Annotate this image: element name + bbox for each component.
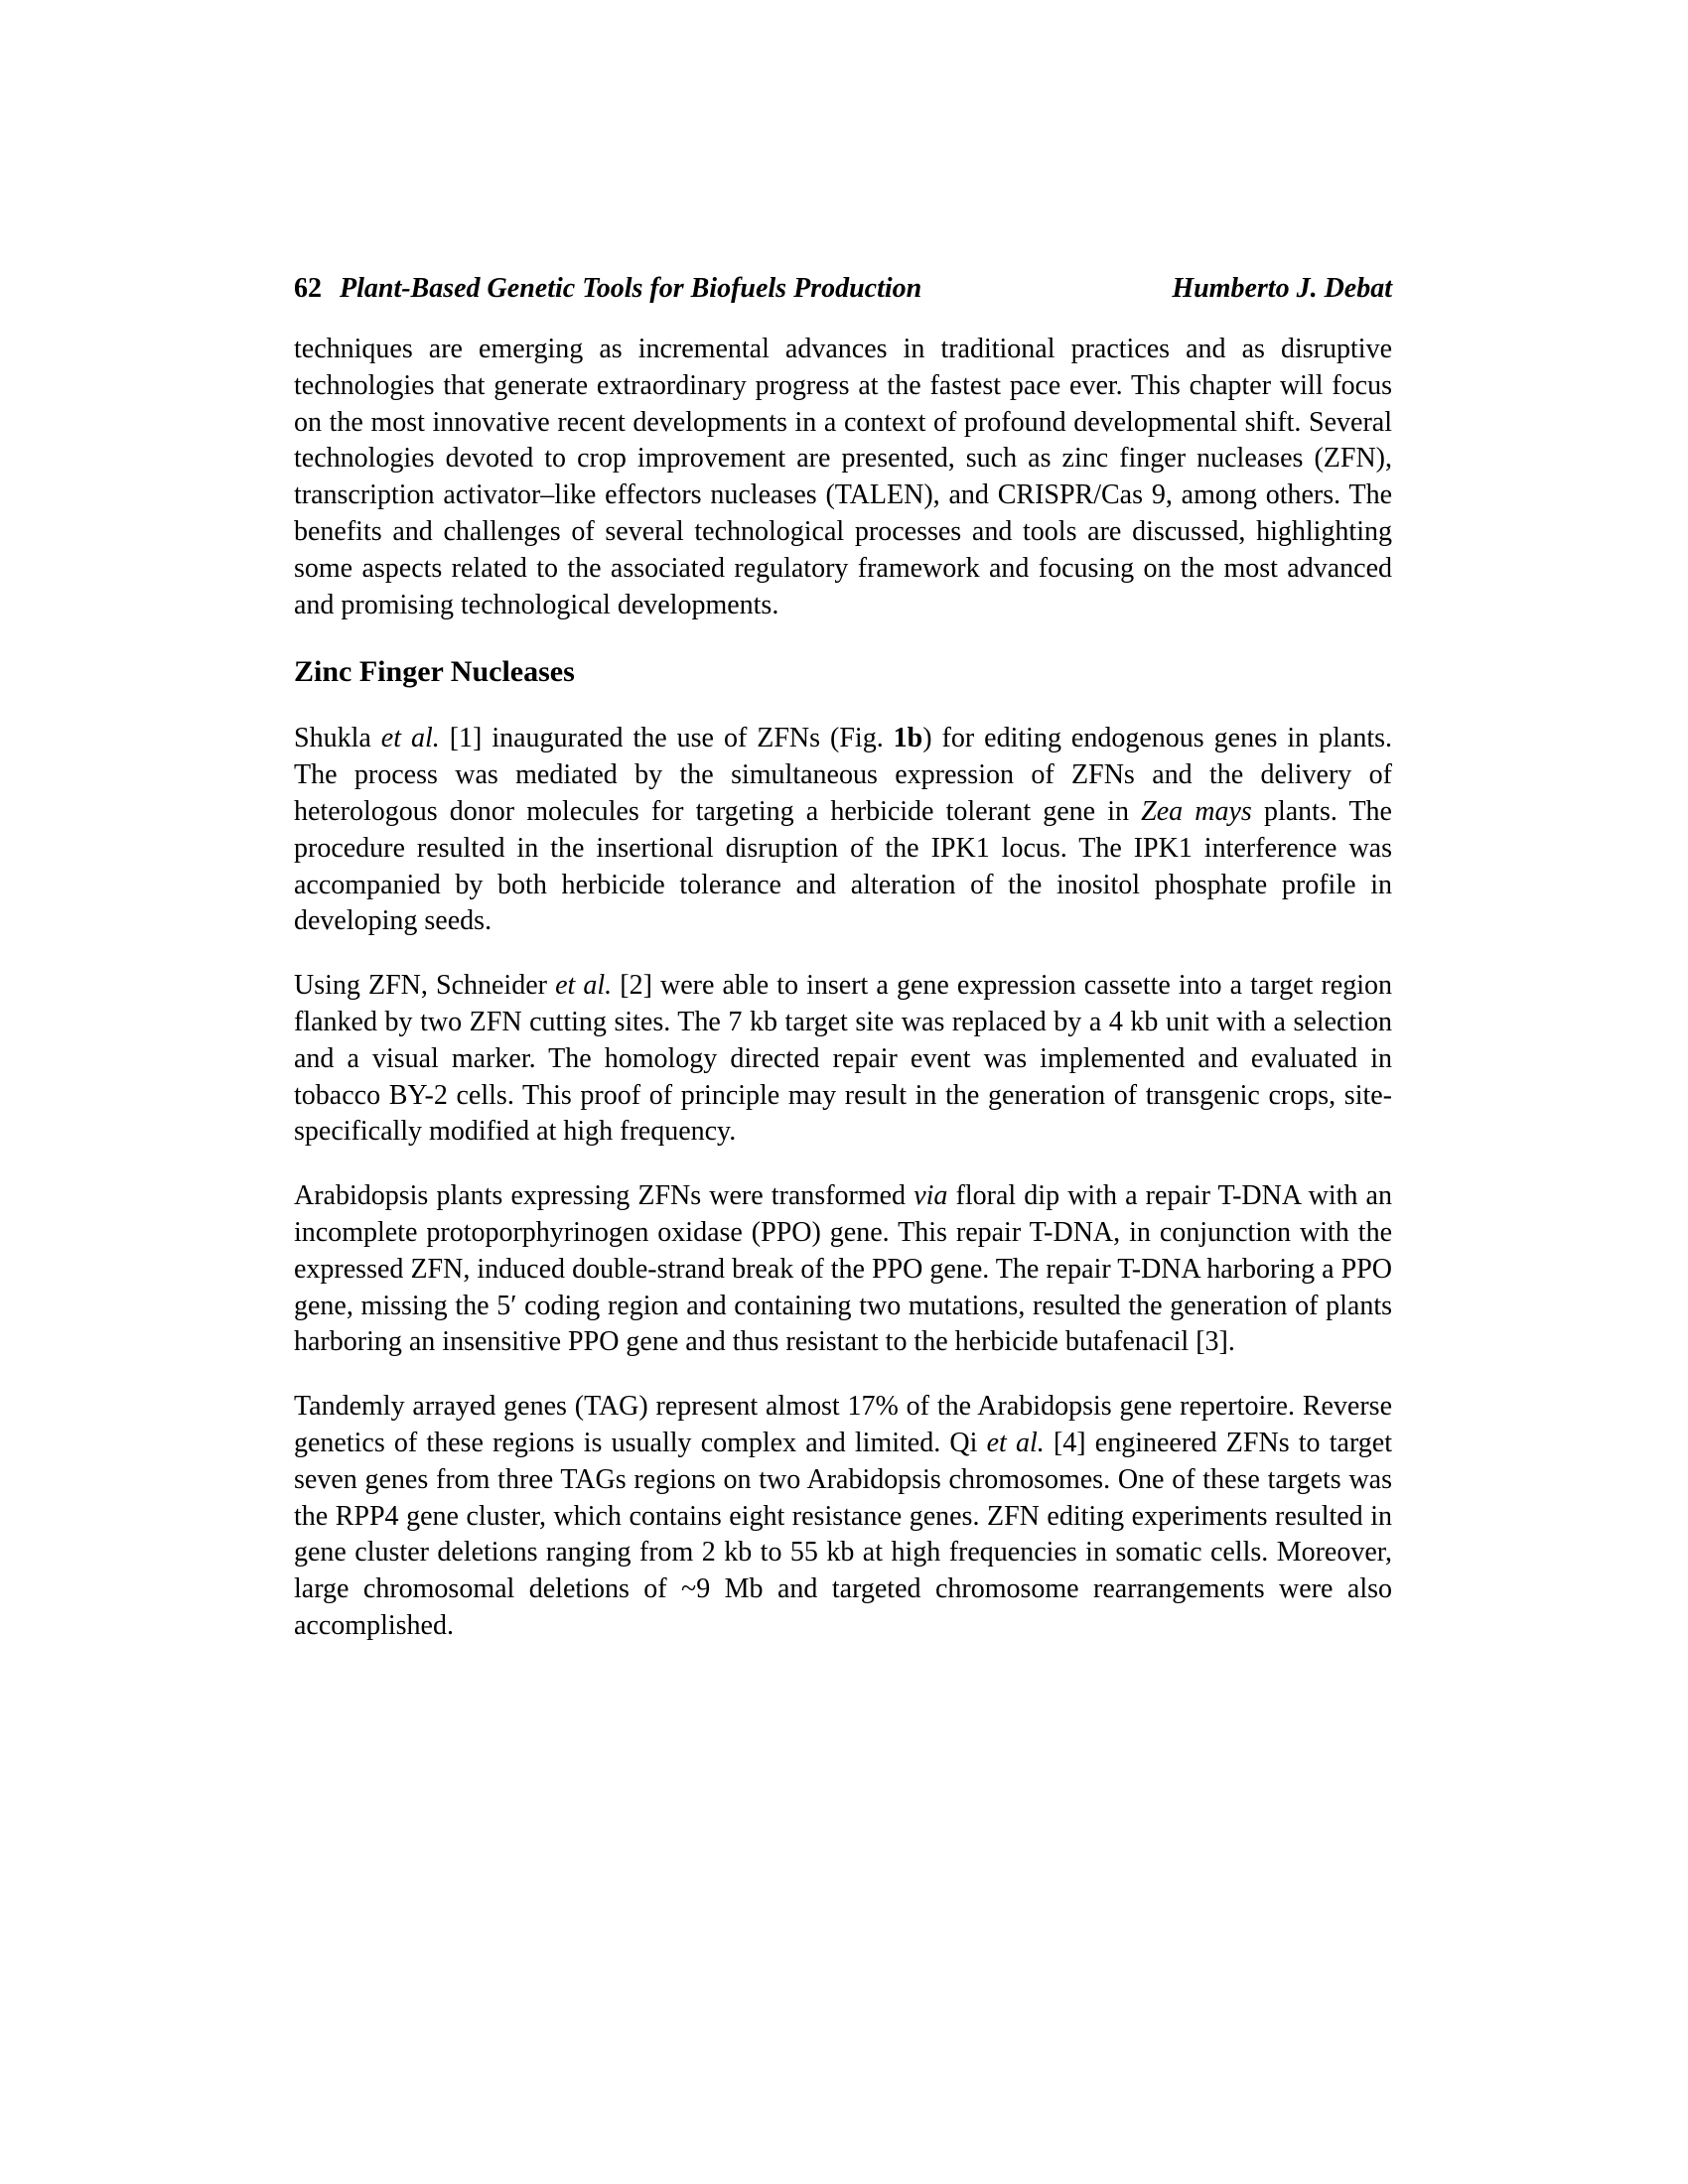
page-body [294, 332, 1392, 1645]
page-number: 62 [294, 273, 322, 304]
paragraph: Using ZFN, Schneider et al. [2] were able to insert a gene expression cassette into a target region flanked by two ZFN cutting sites. The 7 kb target site was replaced by a 4 kb unit with a selection and a visual marker. The homology directed repair event was implemented and evaluated in tobacco BY-2 cells. This proof of principle may result in the generation of transgenic crops, site-specifically modified at high frequency. [294, 970, 1392, 1148]
paragraph: Arabidopsis plants expressing ZFNs were transformed via floral dip with a repair T-DNA with an incomplete protoporphyrinogen oxidase (PPO) gene. This repair T-DNA, in conjunction with the expressed ZFN, induced double-strand break of the PPO gene. The repair T-DNA harboring a PPO gene, missing the 5′ coding region and containing two mutations, resulted the generation of plants harboring an insensitive PPO gene and thus resistant to the herbicide butafenacil [3]. [294, 1180, 1392, 1358]
book-title: Plant-Based Genetic Tools for Biofuels Production [340, 273, 922, 304]
text-column [294, 274, 1392, 1673]
paragraph: techniques are emerging as incremental advances in traditional practices and as disruptive technologies that generate extraordinary progress at the fastest pace ever. This chapter will focus on the most innovative recent developments in a context of profound developmental shift. Several technologies devoted to crop improvement are presented, such as zinc finger nucleases (ZFN), transcription activator–like effectors nucleases (TALEN), and CRISPR/Cas 9, among others. The benefits and challenges of several technological processes and tools are discussed, highlighting some aspects related to the associated regulatory framework and focusing on the most advanced and promising technological developments. [294, 334, 1392, 620]
section-heading: Zinc Finger Nucleases [294, 655, 575, 689]
paragraph: Shukla et al. [1] inaugurated the use of ZFNs (Fig. 1b) for editing endogenous genes in plants. The process was mediated by the simultaneous expression of ZFNs and the delivery of heterologous donor molecules for targeting a herbicide tolerant gene in Zea mays plants. The procedure resulted in the insertional disruption of the IPK1 locus. The IPK1 interference was accompanied by both herbicide tolerance and alteration of the inositol phosphate profile in developing seeds. [294, 723, 1393, 937]
paragraph: Tandemly arrayed genes (TAG) represent almost 17% of the Arabidopsis gene repertoire. Reverse genetics of these regions is usually complex and limited. Qi et al. [4] engineered ZFNs to target seven genes from three TAGs regions on two Arabidopsis chromosomes. One of these targets was the RPP4 gene cluster, which contains eight resistance genes. ZFN editing experiments resulted in gene cluster deletions ranging from 2 kb to 55 kb at high frequencies in somatic cells. Moreover, large chromosomal deletions of ~9 Mb and targeted chromosome rearrangements were also accomplished. [294, 1391, 1392, 1641]
running-header-left [294, 274, 921, 304]
running-header [294, 274, 1392, 304]
author-name: Humberto J. Debat [1172, 273, 1392, 304]
